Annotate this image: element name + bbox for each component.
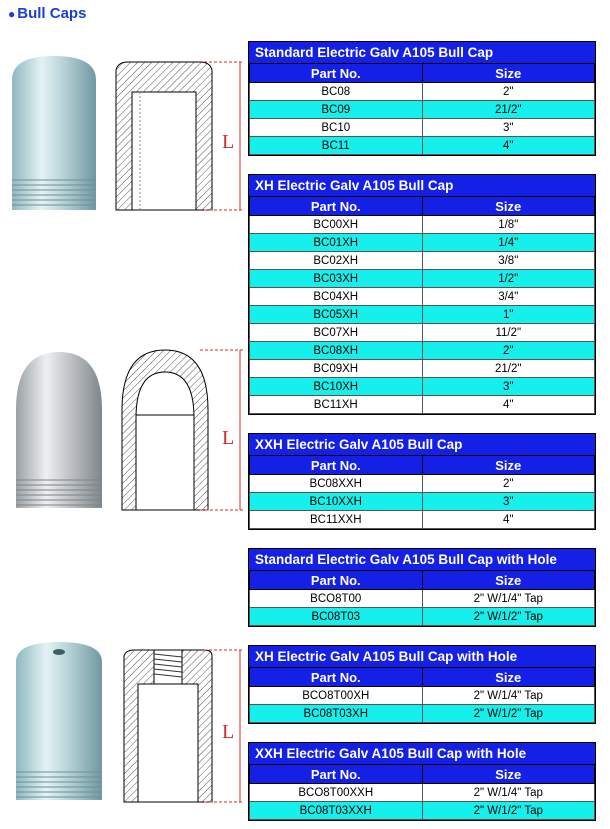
part-number-cell: BC02XH bbox=[250, 252, 423, 270]
table-row bbox=[250, 396, 595, 414]
column-header-size: Size bbox=[422, 456, 595, 475]
table-row bbox=[250, 511, 595, 529]
size-cell: 21/2" bbox=[422, 101, 595, 119]
dome-bull-cap-figure bbox=[4, 340, 248, 520]
table-row bbox=[250, 687, 595, 705]
part-number-cell: BC08T03XH bbox=[250, 705, 423, 723]
table-row bbox=[250, 270, 595, 288]
table-row bbox=[250, 252, 595, 270]
column-header-part: Part No. bbox=[250, 668, 423, 687]
hole-cap-section-drawing bbox=[124, 650, 212, 802]
size-cell: 2" bbox=[422, 342, 595, 360]
size-cell: 2" W/1/4" Tap bbox=[422, 590, 595, 608]
size-cell: 2" W/1/4" Tap bbox=[422, 784, 595, 802]
table-row bbox=[250, 608, 595, 626]
table-row bbox=[250, 137, 595, 155]
part-number-cell: BC05XH bbox=[250, 306, 423, 324]
part-number-cell: BCO8T00 bbox=[250, 590, 423, 608]
table-row bbox=[250, 493, 595, 511]
table-row bbox=[250, 306, 595, 324]
column-header-part: Part No. bbox=[250, 765, 423, 784]
table-row bbox=[250, 324, 595, 342]
size-cell: 3" bbox=[422, 493, 595, 511]
table-title: XH Electric Galv A105 Bull Cap bbox=[249, 175, 595, 196]
table-row bbox=[250, 119, 595, 137]
table-row bbox=[250, 234, 595, 252]
part-number-cell: BCO8T00XH bbox=[250, 687, 423, 705]
size-cell: 4" bbox=[422, 137, 595, 155]
table-row bbox=[250, 378, 595, 396]
part-number-cell: BC04XH bbox=[250, 288, 423, 306]
size-cell: 21/2" bbox=[422, 360, 595, 378]
column-header-part: Part No. bbox=[250, 64, 423, 83]
column-header-part: Part No. bbox=[250, 456, 423, 475]
size-cell: 2" W/1/2" Tap bbox=[422, 705, 595, 723]
table-title: Standard Electric Galv A105 Bull Cap bbox=[249, 42, 595, 63]
part-number-cell: BC08T03XXH bbox=[250, 802, 423, 820]
column-header-size: Size bbox=[422, 668, 595, 687]
size-cell: 1" bbox=[422, 306, 595, 324]
part-number-cell: BC03XH bbox=[250, 270, 423, 288]
part-number-cell: BC07XH bbox=[250, 324, 423, 342]
table-title: XXH Electric Galv A105 Bull Cap with Hole bbox=[249, 743, 595, 764]
table-row bbox=[250, 590, 595, 608]
part-number-cell: BC11XXH bbox=[250, 511, 423, 529]
part-number-cell: BC08 bbox=[250, 83, 423, 101]
size-cell: 1/4" bbox=[422, 234, 595, 252]
size-cell: 3" bbox=[422, 119, 595, 137]
size-cell: 2" bbox=[422, 83, 595, 101]
hole-cap-photo bbox=[16, 642, 102, 800]
size-cell: 1/2" bbox=[422, 270, 595, 288]
part-number-cell: BCO8T00XXH bbox=[250, 784, 423, 802]
part-number-cell: BC08T03 bbox=[250, 608, 423, 626]
spec-table-xxh bbox=[248, 433, 596, 530]
size-cell: 2" W/1/2" Tap bbox=[422, 608, 595, 626]
column-header-size: Size bbox=[422, 64, 595, 83]
dome-cap-photo bbox=[16, 352, 102, 508]
part-number-cell: BC11 bbox=[250, 137, 423, 155]
column-header-size: Size bbox=[422, 765, 595, 784]
table-row bbox=[250, 216, 595, 234]
table-row bbox=[250, 802, 595, 820]
size-cell: 2" W/1/2" Tap bbox=[422, 802, 595, 820]
table-title: XXH Electric Galv A105 Bull Cap bbox=[249, 434, 595, 455]
dome-cap-section-drawing bbox=[122, 350, 208, 510]
size-cell: 11/2" bbox=[422, 324, 595, 342]
column-header-part: Part No. bbox=[250, 571, 423, 590]
heading-text: Bull Caps bbox=[17, 5, 87, 22]
spec-table-standard-with-hole bbox=[248, 548, 596, 627]
size-cell: 3/4" bbox=[422, 288, 595, 306]
size-cell: 4" bbox=[422, 511, 595, 529]
dimension-label-2: L bbox=[222, 427, 235, 449]
table-row bbox=[250, 705, 595, 723]
table-row bbox=[250, 784, 595, 802]
column-header-part: Part No. bbox=[250, 197, 423, 216]
spec-table-xh bbox=[248, 174, 596, 415]
table-row bbox=[250, 83, 595, 101]
spec-table-standard bbox=[248, 41, 596, 156]
table-title: Standard Electric Galv A105 Bull Cap with Hole bbox=[249, 549, 595, 570]
part-number-cell: BC10XXH bbox=[250, 493, 423, 511]
size-cell: 2" W/1/4" Tap bbox=[422, 687, 595, 705]
part-number-cell: BC10 bbox=[250, 119, 423, 137]
table-row bbox=[250, 342, 595, 360]
table-row bbox=[250, 475, 595, 493]
bull-cap-section-drawing bbox=[116, 62, 212, 210]
part-number-cell: BC08XH bbox=[250, 342, 423, 360]
page-heading bbox=[8, 5, 86, 22]
part-number-cell: BC01XH bbox=[250, 234, 423, 252]
bull-cap-with-hole-figure bbox=[4, 632, 248, 812]
bullet-icon: ● bbox=[8, 7, 16, 21]
table-row bbox=[250, 360, 595, 378]
part-number-cell: BC08XXH bbox=[250, 475, 423, 493]
dimension-label: L bbox=[222, 131, 235, 153]
part-number-cell: BC09 bbox=[250, 101, 423, 119]
part-number-cell: BC11XH bbox=[250, 396, 423, 414]
size-cell: 3/8" bbox=[422, 252, 595, 270]
column-header-size: Size bbox=[422, 571, 595, 590]
dimension-label-3: L bbox=[222, 721, 235, 743]
size-cell: 2" bbox=[422, 475, 595, 493]
standard-bull-cap-figure bbox=[4, 40, 248, 225]
part-number-cell: BC00XH bbox=[250, 216, 423, 234]
part-number-cell: BC10XH bbox=[250, 378, 423, 396]
spec-table-xxh-with-hole bbox=[248, 742, 596, 821]
table-row bbox=[250, 101, 595, 119]
table-row bbox=[250, 288, 595, 306]
spec-table-xh-with-hole bbox=[248, 645, 596, 724]
part-number-cell: BC09XH bbox=[250, 360, 423, 378]
column-header-size: Size bbox=[422, 197, 595, 216]
size-cell: 3" bbox=[422, 378, 595, 396]
bull-cap-photo bbox=[12, 56, 96, 210]
size-cell: 1/8" bbox=[422, 216, 595, 234]
size-cell: 4" bbox=[422, 396, 595, 414]
table-title: XH Electric Galv A105 Bull Cap with Hole bbox=[249, 646, 595, 667]
